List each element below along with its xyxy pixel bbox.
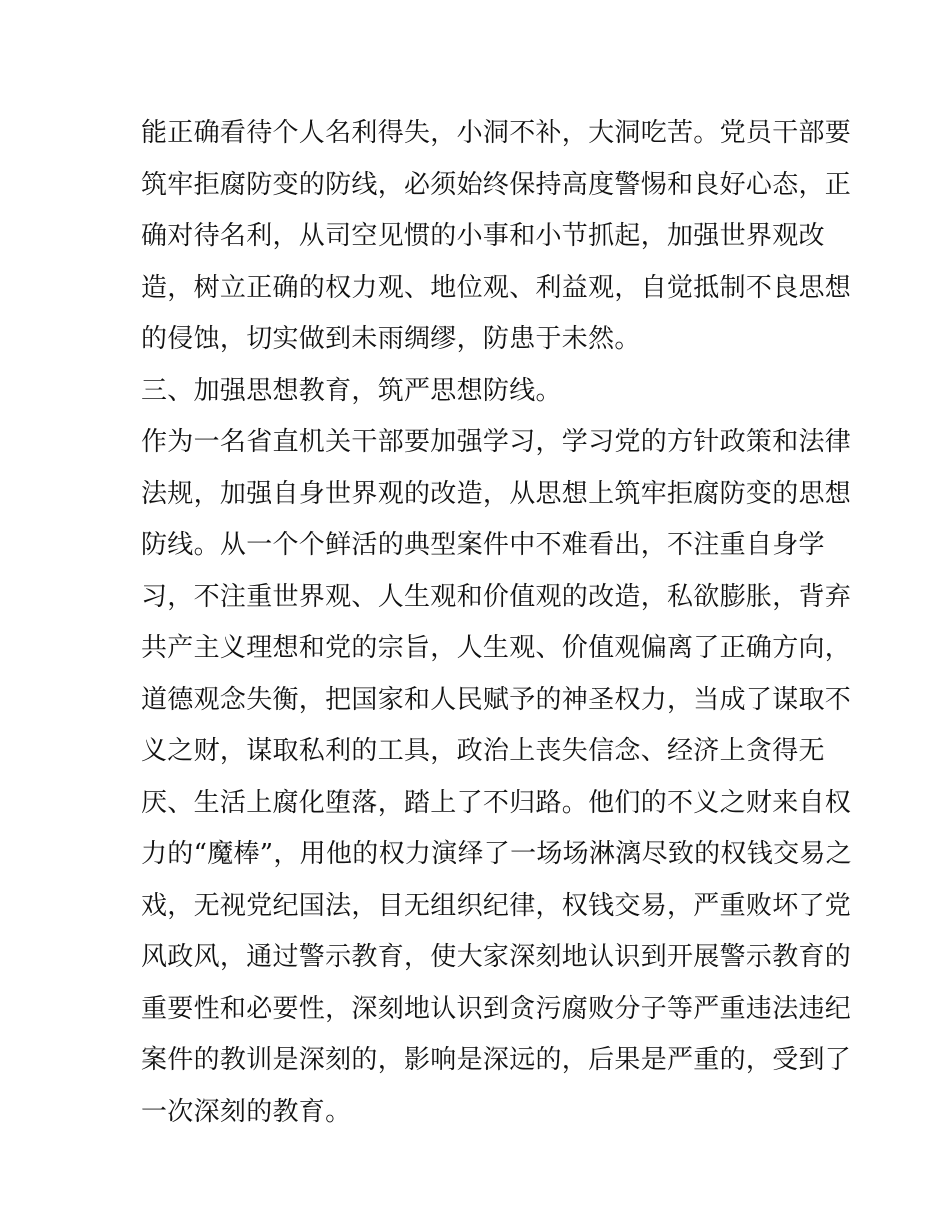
- text-line: 习，不注重世界观、人生观和价值观的改造，私欲膨胀，背弃: [141, 581, 852, 612]
- text-line: 的侵蚀，切实做到未雨绸缪，防患于未然。: [141, 324, 641, 354]
- text-line: 造，树立正确的权力观、地位观、利益观，自觉抵制不良思想: [141, 272, 852, 303]
- text-line: 道德观念失衡，把国家和人民赋予的神圣权力，当成了谋取不: [141, 684, 852, 715]
- text-line: 厌、生活上腐化堕落，踏上了不归路。他们的不义之财来自权: [141, 787, 852, 818]
- text-line: 重要性和必要性，深刻地认识到贪污腐败分子等严重违法违纪: [141, 993, 852, 1024]
- text-line: 法规，加强自身世界观的改造，从思想上筑牢拒腐防变的思想: [141, 478, 852, 509]
- text-line: 确对待名利，从司空见惯的小事和小节抓起，加强世界观改: [141, 221, 825, 251]
- text-line: 防线。从一个个鲜活的典型案件中不难看出，不注重自身学: [141, 530, 825, 560]
- text-line: 作为一名省直机关干部要加强学习，学习党的方针政策和法律: [141, 427, 852, 457]
- text-line: 力的“魔棒”，用他的权力演绎了一场场淋漓尽致的权钱交易之: [141, 839, 852, 869]
- text-line: 戏，无视党纪国法，目无组织纪律，权钱交易，严重败坏了党: [141, 890, 852, 921]
- text-line: 风政风，通过警示教育，使大家深刻地认识到开展警示教育的: [141, 942, 852, 972]
- body-text: [141, 108, 852, 1138]
- text-line: 一次深刻的教育。: [141, 1096, 352, 1127]
- text-line: 案件的教训是深刻的，影响是深远的，后果是严重的，受到了: [141, 1045, 852, 1075]
- text-line: 共产主义理想和党的宗旨，人生观、价值观偏离了正确方向，: [141, 633, 852, 663]
- text-line: 筑牢拒腐防变的防线，必须始终保持高度警惕和良好心态，正: [141, 169, 852, 200]
- text-line: 能正确看待个人名利得失，小洞不补，大洞吃苦。党员干部要: [141, 118, 852, 148]
- section-heading: 三、加强思想教育，筑严思想防线。: [141, 375, 562, 406]
- text-line: 义之财，谋取私利的工具，政治上丧失信念、经济上贪得无: [141, 736, 825, 766]
